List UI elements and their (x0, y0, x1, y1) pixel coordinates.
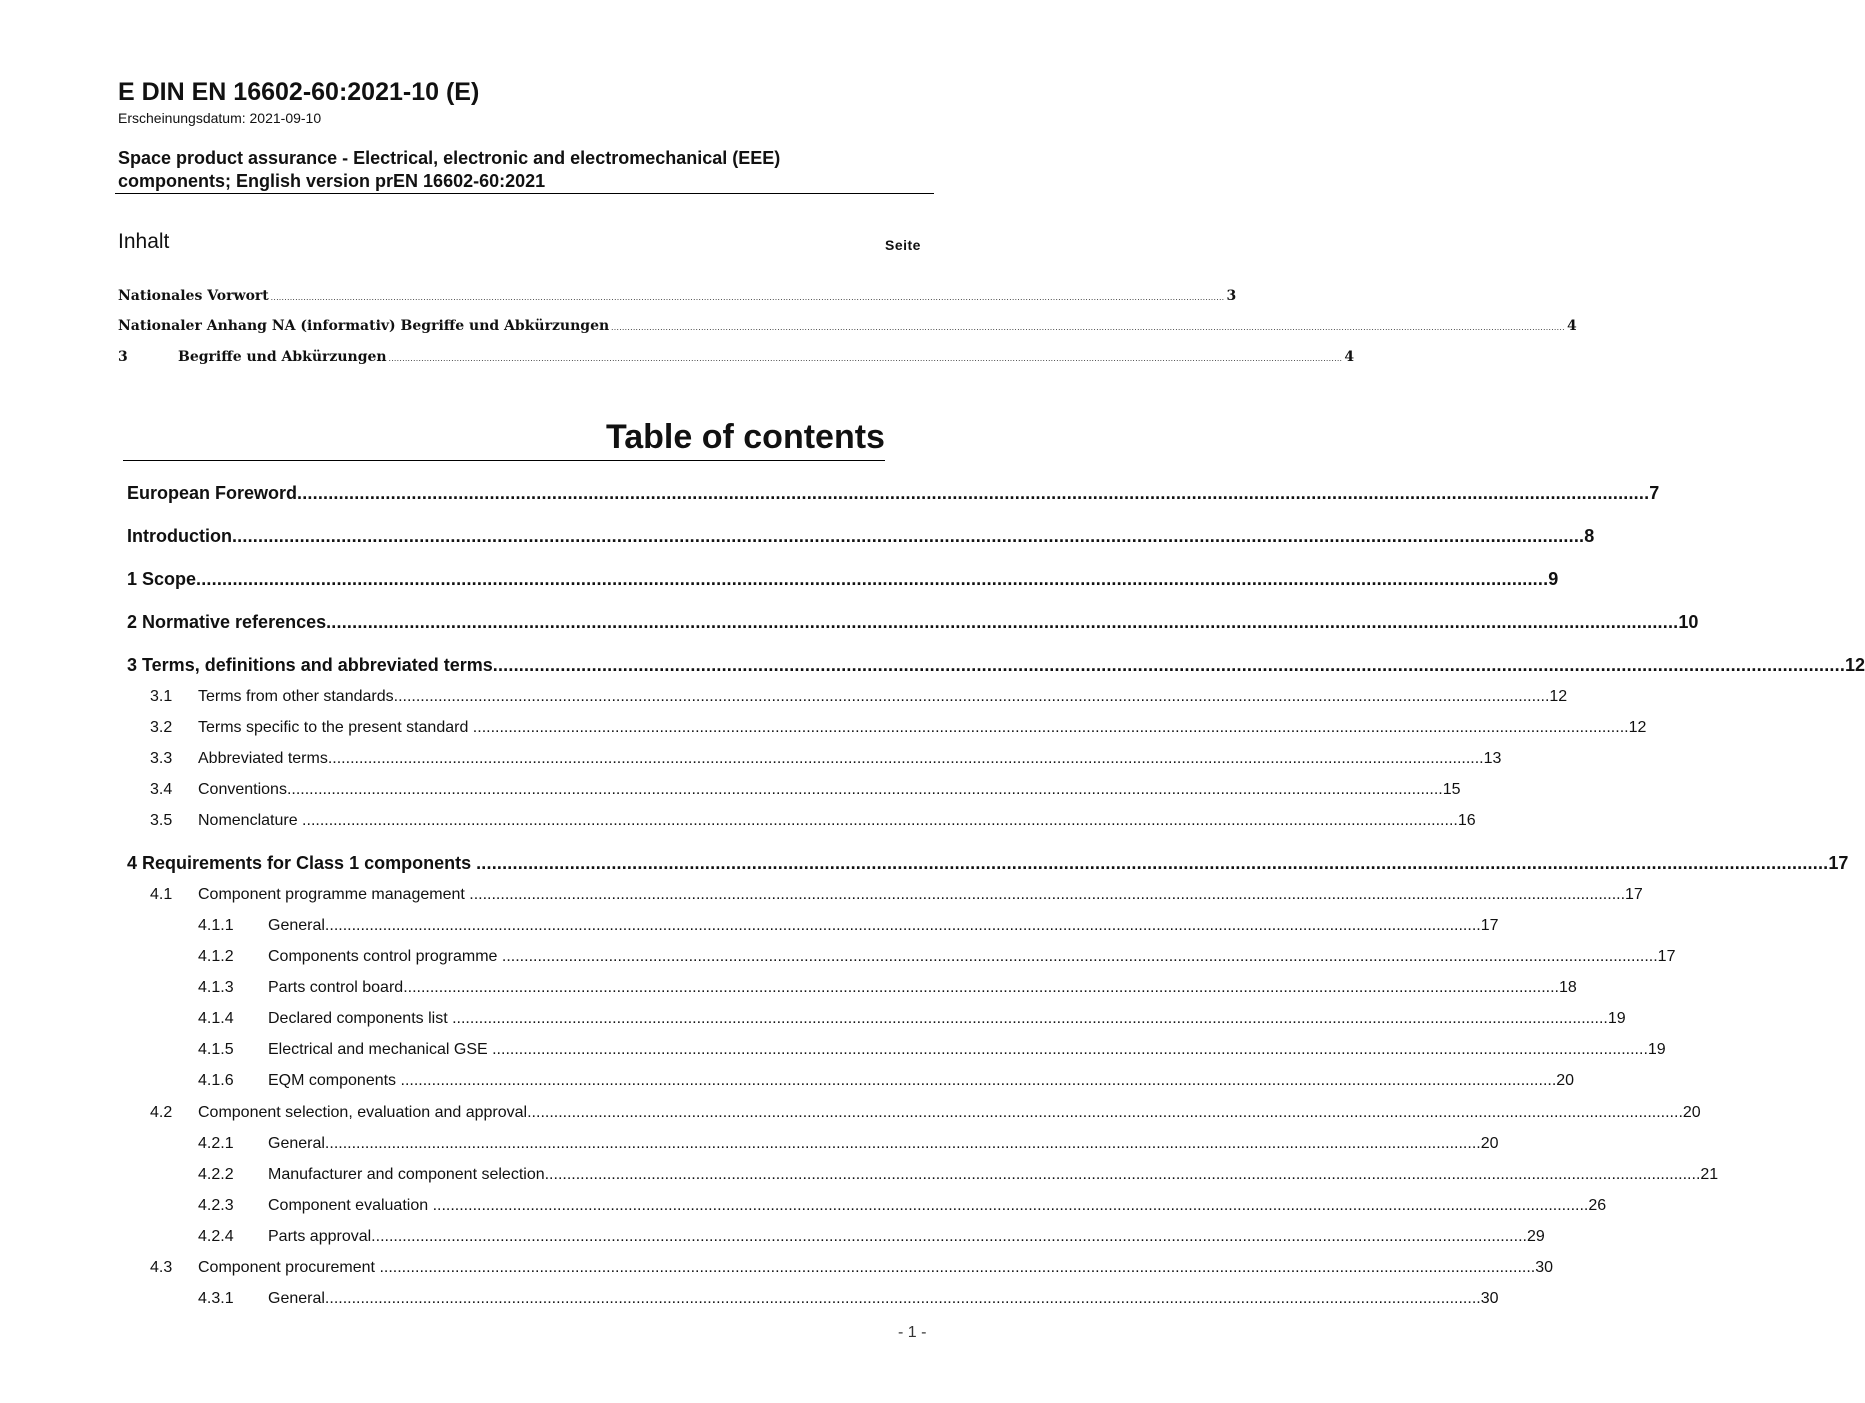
toc-entry-label: General (268, 1135, 325, 1152)
toc-entry-number: 3.1 (150, 688, 173, 705)
toc-entry[interactable] (127, 688, 1568, 706)
dot-leader: .................................................................................................................................................................................................................................................................... (432, 1197, 1589, 1214)
inhalt-entry-page: 4 (1566, 318, 1577, 334)
toc-entry-page: 8 (1584, 526, 1595, 546)
dot-leader: .................................................................................................................................................................................................................................................................... (393, 688, 1550, 705)
header-divider (115, 193, 934, 194)
inhalt-entry-label: Nationaler Anhang NA (informativ) Begriffe und Abkürzungen (118, 318, 610, 334)
toc-entry-page: 26 (1588, 1197, 1607, 1214)
toc-entry[interactable] (127, 886, 1643, 904)
toc-entry-page: 17 (1828, 853, 1849, 873)
toc-entry-label: 3 Terms, definitions and abbreviated terms (127, 655, 493, 675)
toc-entry-number: 4.2 (150, 1104, 173, 1121)
toc-entry-page: 15 (1442, 781, 1461, 798)
page-number: - 1 - (898, 1324, 927, 1341)
inhalt-entry-label: Nationales Vorwort (118, 288, 269, 304)
toc-entry-label: Component evaluation (268, 1197, 433, 1214)
toc-entry-label: 4 Requirements for Class 1 components (127, 853, 477, 873)
toc-entry-page: 7 (1649, 483, 1660, 503)
toc-entry-page: 19 (1607, 1010, 1626, 1027)
dot-leader: .................................................................................................................................................................................................................................................................... (371, 1228, 1527, 1245)
toc-entry-label: General (268, 917, 325, 934)
toc-entry-label: Electrical and mechanical GSE (268, 1041, 493, 1058)
toc-entry[interactable] (127, 1041, 1666, 1059)
toc-entry-page: 17 (1480, 917, 1499, 934)
toc-entry-label: Terms specific to the present standard (198, 719, 473, 736)
dot-leader: .................................................................................................................................................................................................................................................................... (327, 750, 1484, 767)
toc-entry[interactable] (127, 750, 1502, 768)
toc-entry[interactable] (127, 1259, 1554, 1277)
subtitle-line: Space product assurance - Electrical, electronic and electromechanical (EEE) (118, 148, 781, 168)
toc-entry-page: 21 (1700, 1166, 1719, 1183)
toc-entry[interactable] (127, 917, 1499, 935)
toc-entry[interactable] (127, 612, 1699, 633)
toc-entry-page: 30 (1480, 1290, 1499, 1307)
inhalt-entry-number: 3 (118, 349, 128, 365)
toc-entry-page: 12 (1628, 719, 1647, 736)
inhalt-heading: Inhalt (118, 230, 170, 253)
toc-entry-label: Component procurement (198, 1259, 380, 1276)
toc-entry-number: 4.2.1 (198, 1135, 234, 1152)
dot-leader: .................................................................................................................................................................................................................................................................... (324, 1135, 1481, 1152)
dot-leader: .............................................................................................................................................................................................................................................................................................................................................................. (270, 294, 1225, 302)
toc-entry-label: 1 Scope (127, 569, 197, 589)
toc-entry[interactable] (127, 853, 1849, 874)
toc-entry-label: Nomenclature (198, 812, 303, 829)
dot-leader: .................................................................................................................................................................................................................................................................... (231, 526, 1585, 546)
toc-entry-label: Declared components list (268, 1010, 453, 1027)
dot-leader: .................................................................................................................................................................................................................................................................... (476, 853, 1829, 873)
dot-leader: .................................................................................................................................................................................................................................................................... (403, 979, 1559, 996)
toc-entry[interactable] (127, 569, 1559, 590)
document-subtitle (118, 147, 928, 193)
toc-entry-number: 4.1 (150, 886, 173, 903)
toc-entry-page: 16 (1457, 812, 1476, 829)
toc-entry-label: Parts control board (268, 979, 404, 996)
toc-entry[interactable] (127, 1104, 1701, 1122)
toc-entry-page: 12 (1549, 688, 1568, 705)
toc-entry-page: 10 (1678, 612, 1699, 632)
dot-leader: .................................................................................................................................................................................................................................................................... (527, 1104, 1683, 1121)
toc-entry-number: 4.1.4 (198, 1010, 234, 1027)
toc-entry[interactable] (127, 812, 1476, 830)
toc-entry-label: 2 Normative references (127, 612, 327, 632)
toc-entry-label: Manufacturer and component selection (268, 1166, 545, 1183)
toc-entry[interactable] (127, 1197, 1607, 1215)
dot-leader: .................................................................................................................................................................................................................................................................... (472, 719, 1629, 736)
toc-entry[interactable] (127, 781, 1461, 799)
toc-entry-number: 4.1.5 (198, 1041, 234, 1058)
dot-leader: .................................................................................................................................................................................................................................................................... (452, 1010, 1608, 1027)
toc-entry-page: 17 (1625, 886, 1643, 903)
toc-entry[interactable] (127, 1290, 1499, 1308)
toc-entry-label: Component selection, evaluation and approval (198, 1104, 528, 1121)
toc-entry-number: 4.1.6 (198, 1072, 234, 1089)
toc-entry[interactable] (127, 719, 1647, 737)
toc-entry-label: Component programme management (198, 886, 470, 903)
toc-entry-page: 9 (1548, 569, 1559, 589)
toc-entry[interactable] (127, 1010, 1626, 1028)
dot-leader: .............................................................................................................................................................................................................................................................................................................................................................. (611, 324, 1565, 332)
toc-entry-label: Terms from other standards (198, 688, 394, 705)
inhalt-entry-page: 3 (1226, 288, 1237, 304)
toc-entry-page: 29 (1526, 1228, 1545, 1245)
toc-entry-number: 4.2.3 (198, 1197, 234, 1214)
toc-entry-number: 4.2.4 (198, 1228, 234, 1245)
seite-label: Seite (885, 237, 921, 253)
inhalt-entry[interactable] (118, 349, 1355, 365)
dot-leader: .................................................................................................................................................................................................................................................................... (297, 483, 1650, 503)
inhalt-entry-label: Begriffe und Abkürzungen (178, 349, 387, 365)
toc-entry-page: 18 (1558, 979, 1577, 996)
toc-entry[interactable] (127, 948, 1676, 966)
toc-entry-page: 20 (1682, 1104, 1701, 1121)
dot-leader: .............................................................................................................................................................................................................................................................................................................................................................. (388, 355, 1343, 363)
toc-entry-page: 30 (1535, 1259, 1554, 1276)
inhalt-entry-page: 4 (1344, 349, 1355, 365)
toc-entry-label: Introduction (127, 526, 232, 546)
toc-entry-number: 4.3 (150, 1259, 173, 1276)
toc-entry-number: 4.1.2 (198, 948, 234, 965)
dot-leader: .................................................................................................................................................................................................................................................................... (324, 1290, 1481, 1307)
dot-leader: .................................................................................................................................................................................................................................................................... (492, 1041, 1648, 1058)
toc-entry-page: 17 (1657, 948, 1676, 965)
dot-leader: .................................................................................................................................................................................................................................................................... (324, 917, 1481, 934)
inhalt-entry[interactable] (118, 288, 1237, 304)
toc-entry-page: 20 (1480, 1135, 1499, 1152)
toc-entry-label: Abbreviated terms (198, 750, 328, 767)
toc-entry-number: 4.2.2 (198, 1166, 234, 1183)
dot-leader: .................................................................................................................................................................................................................................................................... (400, 1072, 1557, 1089)
toc-entry-number: 3.4 (150, 781, 173, 798)
toc-entry-number: 3.3 (150, 750, 173, 767)
toc-entry[interactable] (127, 1072, 1575, 1090)
toc-entry-page: 13 (1483, 750, 1502, 767)
toc-entry[interactable] (127, 655, 1865, 676)
toc-entry[interactable] (127, 979, 1577, 997)
toc-entry-number: 4.1.1 (198, 917, 234, 934)
dot-leader: .................................................................................................................................................................................................................................................................... (326, 612, 1679, 632)
toc-entry-page: 12 (1845, 655, 1865, 675)
toc-entry-label: General (268, 1290, 325, 1307)
toc-entry-label: Parts approval (268, 1228, 372, 1245)
toc-entry-label: European Foreword (127, 483, 298, 503)
toc-entry-number: 4.1.3 (198, 979, 234, 996)
dot-leader: .................................................................................................................................................................................................................................................................... (286, 781, 1443, 798)
toc-entry[interactable] (127, 1228, 1545, 1246)
toc-entry-label: Components control programme (268, 948, 502, 965)
dot-leader: .................................................................................................................................................................................................................................................................... (492, 655, 1846, 675)
toc-entry-label: Conventions (198, 781, 287, 798)
dot-leader: .................................................................................................................................................................................................................................................................... (379, 1259, 1536, 1276)
dot-leader: .................................................................................................................................................................................................................................................................... (544, 1166, 1701, 1183)
dot-leader: .................................................................................................................................................................................................................................................................... (302, 812, 1458, 829)
toc-entry[interactable] (127, 483, 1660, 504)
toc-entry-number: 4.3.1 (198, 1290, 234, 1307)
subtitle-line: components; English version prEN 16602-60:2021 (118, 171, 546, 191)
toc-entry[interactable] (127, 1135, 1499, 1153)
inhalt-entry[interactable] (118, 318, 1577, 334)
toc-entry[interactable] (127, 1166, 1719, 1184)
dot-leader: .................................................................................................................................................................................................................................................................... (501, 948, 1658, 965)
publication-date: Erscheinungsdatum: 2021-09-10 (118, 110, 322, 126)
dot-leader: .................................................................................................................................................................................................................................................................... (469, 886, 1626, 903)
toc-divider (123, 460, 885, 461)
toc-entry-number: 3.5 (150, 812, 173, 829)
toc-entry-number: 3.2 (150, 719, 173, 736)
document-title: E DIN EN 16602-60:2021-10 (E) (118, 78, 480, 106)
toc-entry[interactable] (127, 526, 1595, 547)
toc-entry-page: 19 (1647, 1041, 1666, 1058)
dot-leader: .................................................................................................................................................................................................................................................................... (196, 569, 1549, 589)
toc-entry-label: EQM components (268, 1072, 401, 1089)
toc-entry-page: 20 (1556, 1072, 1575, 1089)
toc-heading: Table of contents (606, 418, 885, 456)
